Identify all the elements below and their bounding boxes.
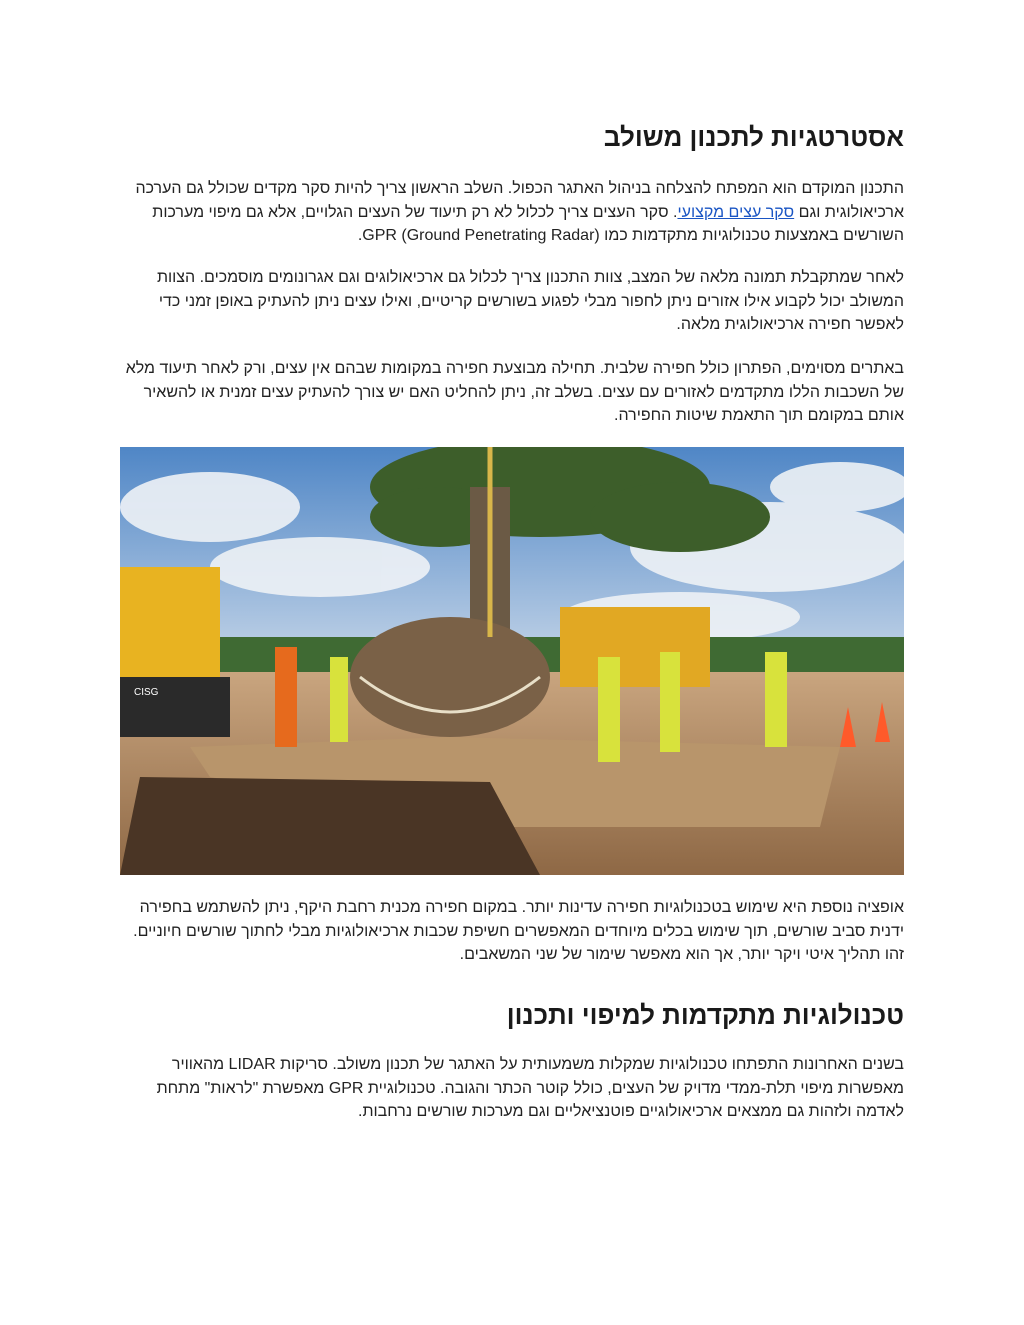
tree-survey-link[interactable]: סקר עצים מקצועי bbox=[677, 203, 795, 221]
section-heading-advanced-technologies: טכנולוגיות מתקדמות למיפוי ותכנון bbox=[506, 1000, 904, 1030]
paragraph-text: . סקר העצים צריך לכלול לא רק תיעוד של העצים הגלויים, אלא גם מיפוי מערכות השורשים באמצעות טכנולוגיות מתקדמות כמו GPR (Ground Penetrating Radar). bbox=[152, 203, 904, 244]
excavation-pit bbox=[120, 777, 540, 875]
root-ball bbox=[350, 617, 550, 737]
paragraph: אופציה נוספת היא שימוש בטכנולוגיות חפירה עדינות יותר. במקום חפירה מכנית רחבת היקף, ניתן להשתמש בחפירה ידנית סביב שורשים, תוך שימוש בכלים מיוחדים המאפשרים חשיפת שכבות ארכיאולוגיות מבלי לחתוך שורשים חיוניים. זהו תהליך איטי ויקר יותר, אך הוא מאפשר שימור של שני המשאבים. bbox=[133, 899, 904, 963]
paragraph bbox=[120, 177, 904, 248]
paragraph: באתרים מסוימים, הפתרון כולל חפירה שלבית. תחילה מבוצעת חפירה במקומות שבהם אין עצים, ורק לאחר תיעוד מלא של השכבות הללו מתקדמים לאזורים עם עצים. בשלב זה, ניתן להחליט האם יש צורך להעתיק עצים זמנית או להשאיר אותם במקומם תוך התאמת שיטות החפירה. bbox=[125, 360, 904, 424]
paragraph: בשנים האחרונות התפתחו טכנולוגיות שמקלות משמעותית על האתגר של תכנון משולב. סריקות LIDAR מהאוויר מאפשרות מיפוי תלת-ממדי מדויק של העצים, כולל קוטר הכתר והגובה. טכנולוגיית GPR מאפשרת "לראות" מתחת לאדמה ולזהות גם ממצאים ארכיאולוגיים פוטנציאליים וגם מערכות שורשים נרחבות. bbox=[156, 1056, 904, 1120]
tree-relocation-photo bbox=[120, 447, 904, 875]
machine-label: CISG bbox=[134, 687, 159, 698]
paragraph-text: התכנון המוקדם הוא המפתח להצלחה בניהול האתגר הכפול. השלב הראשון צריך להיות סקר מקדים שכולל גם הערכה ארכיאולוגית וגם bbox=[135, 180, 904, 221]
excavator bbox=[560, 607, 710, 687]
photo-illustration bbox=[120, 447, 904, 875]
paragraph: לאחר שמתקבלת תמונה מלאה של המצב, צוות התכנון צריך לכלול גם ארכיאולוגים וגם אגרונומים מוסמכים. הצוות המשולב יכול לקבוע אילו אזורים ניתן לחפור מבלי לפגוע בשורשים קריטיים, ואילו עצים ניתן להעתיק באופן זמני כדי לאפשר חפירה ארכיאולוגית מלאה. bbox=[156, 269, 904, 333]
section-heading-integrated-planning: אסטרטגיות לתכנון משולב bbox=[603, 122, 904, 152]
